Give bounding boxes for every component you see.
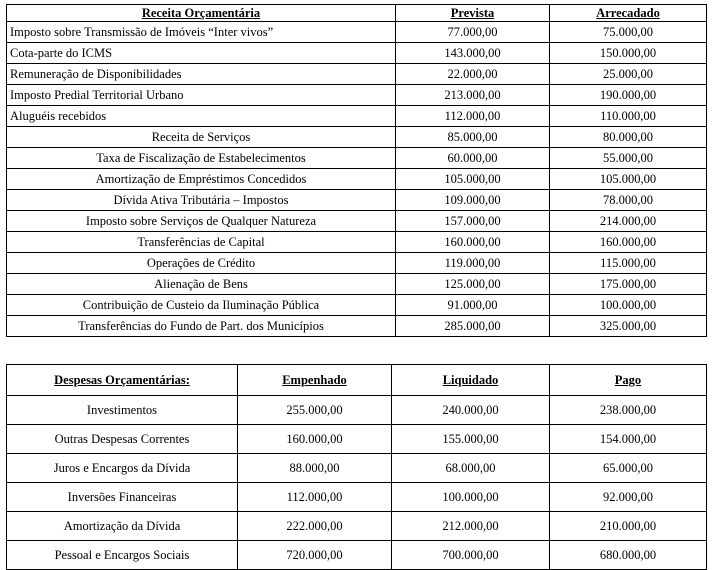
table-row xyxy=(7,64,707,85)
prevista-value: 125.000,00 xyxy=(396,274,550,295)
receita-label: Receita de Serviços xyxy=(7,127,396,148)
table-row xyxy=(7,316,707,337)
despesa-label: Juros e Encargos da Dívida xyxy=(7,454,238,483)
table-row xyxy=(7,425,707,454)
despesa-label: Investimentos xyxy=(7,396,238,425)
table-row xyxy=(7,274,707,295)
receita-label: Dívida Ativa Tributária – Impostos xyxy=(7,190,396,211)
liquidado-value: 240.000,00 xyxy=(392,396,550,425)
despesa-label: Pessoal e Encargos Sociais xyxy=(7,541,238,570)
prevista-value: 60.000,00 xyxy=(396,148,550,169)
arrecadado-value: 214.000,00 xyxy=(550,211,707,232)
arrecadado-value: 78.000,00 xyxy=(550,190,707,211)
receita-label: Cota-parte do ICMS xyxy=(7,43,396,64)
table-row xyxy=(7,43,707,64)
receita-label: Contribuição de Custeio da Iluminação Pública xyxy=(7,295,396,316)
receita-label: Imposto Predial Territorial Urbano xyxy=(7,85,396,106)
empenhado-value: 222.000,00 xyxy=(238,512,392,541)
header-empenhado: Empenhado xyxy=(238,365,392,396)
prevista-value: 143.000,00 xyxy=(396,43,550,64)
empenhado-value: 112.000,00 xyxy=(238,483,392,512)
arrecadado-value: 75.000,00 xyxy=(550,22,707,43)
liquidado-value: 155.000,00 xyxy=(392,425,550,454)
arrecadado-value: 175.000,00 xyxy=(550,274,707,295)
arrecadado-value: 150.000,00 xyxy=(550,43,707,64)
receita-label: Imposto sobre Serviços de Qualquer Natureza xyxy=(7,211,396,232)
pago-value: 680.000,00 xyxy=(550,541,707,570)
arrecadado-value: 110.000,00 xyxy=(550,106,707,127)
table-row xyxy=(7,253,707,274)
liquidado-value: 700.000,00 xyxy=(392,541,550,570)
receita-label: Alienação de Bens xyxy=(7,274,396,295)
header-receita-orcamentaria: Receita Orçamentária xyxy=(7,5,396,22)
receita-label: Transferências do Fundo de Part. dos Municípios xyxy=(7,316,396,337)
header-despesas-orcamentarias: Despesas Orçamentárias: xyxy=(7,365,238,396)
arrecadado-value: 190.000,00 xyxy=(550,85,707,106)
prevista-value: 85.000,00 xyxy=(396,127,550,148)
table-header-row xyxy=(7,365,707,396)
prevista-value: 91.000,00 xyxy=(396,295,550,316)
receita-label: Remuneração de Disponibilidades xyxy=(7,64,396,85)
prevista-value: 109.000,00 xyxy=(396,190,550,211)
table-row xyxy=(7,190,707,211)
empenhado-value: 160.000,00 xyxy=(238,425,392,454)
prevista-value: 157.000,00 xyxy=(396,211,550,232)
empenhado-value: 88.000,00 xyxy=(238,454,392,483)
table-row xyxy=(7,148,707,169)
table-row xyxy=(7,541,707,570)
table-row xyxy=(7,232,707,253)
arrecadado-value: 100.000,00 xyxy=(550,295,707,316)
header-arrecadado: Arrecadado xyxy=(550,5,707,22)
receita-label: Aluguéis recebidos xyxy=(7,106,396,127)
prevista-value: 22.000,00 xyxy=(396,64,550,85)
table-header-row xyxy=(7,5,707,22)
table-row xyxy=(7,512,707,541)
prevista-value: 119.000,00 xyxy=(396,253,550,274)
receita-label: Imposto sobre Transmissão de Imóveis “Inter vivos” xyxy=(7,22,396,43)
pago-value: 154.000,00 xyxy=(550,425,707,454)
prevista-value: 77.000,00 xyxy=(396,22,550,43)
arrecadado-value: 160.000,00 xyxy=(550,232,707,253)
despesa-label: Inversões Financeiras xyxy=(7,483,238,512)
empenhado-value: 720.000,00 xyxy=(238,541,392,570)
prevista-value: 285.000,00 xyxy=(396,316,550,337)
table-row xyxy=(7,396,707,425)
table-row xyxy=(7,106,707,127)
arrecadado-value: 80.000,00 xyxy=(550,127,707,148)
table-row xyxy=(7,483,707,512)
despesas-table-body xyxy=(7,396,707,570)
header-prevista: Prevista xyxy=(396,5,550,22)
pago-value: 92.000,00 xyxy=(550,483,707,512)
liquidado-value: 100.000,00 xyxy=(392,483,550,512)
empenhado-value: 255.000,00 xyxy=(238,396,392,425)
table-row xyxy=(7,22,707,43)
receita-label: Transferências de Capital xyxy=(7,232,396,253)
table-row xyxy=(7,85,707,106)
header-pago: Pago xyxy=(550,365,707,396)
arrecadado-value: 325.000,00 xyxy=(550,316,707,337)
header-liquidado: Liquidado xyxy=(392,365,550,396)
receita-orcamentaria-table xyxy=(6,4,707,337)
pago-value: 238.000,00 xyxy=(550,396,707,425)
prevista-value: 160.000,00 xyxy=(396,232,550,253)
prevista-value: 105.000,00 xyxy=(396,169,550,190)
pago-value: 210.000,00 xyxy=(550,512,707,541)
receita-label: Operações de Crédito xyxy=(7,253,396,274)
arrecadado-value: 25.000,00 xyxy=(550,64,707,85)
pago-value: 65.000,00 xyxy=(550,454,707,483)
arrecadado-value: 105.000,00 xyxy=(550,169,707,190)
table-row xyxy=(7,169,707,190)
prevista-value: 112.000,00 xyxy=(396,106,550,127)
liquidado-value: 68.000,00 xyxy=(392,454,550,483)
receita-label: Amortização de Empréstimos Concedidos xyxy=(7,169,396,190)
table-row xyxy=(7,454,707,483)
despesa-label: Amortização da Dívida xyxy=(7,512,238,541)
despesa-label: Outras Despesas Correntes xyxy=(7,425,238,454)
arrecadado-value: 115.000,00 xyxy=(550,253,707,274)
arrecadado-value: 55.000,00 xyxy=(550,148,707,169)
table-row xyxy=(7,127,707,148)
table-row xyxy=(7,295,707,316)
despesas-orcamentarias-table xyxy=(6,364,707,570)
receita-label: Taxa de Fiscalização de Estabelecimentos xyxy=(7,148,396,169)
table-row xyxy=(7,211,707,232)
receita-table-body xyxy=(7,22,707,337)
liquidado-value: 212.000,00 xyxy=(392,512,550,541)
prevista-value: 213.000,00 xyxy=(396,85,550,106)
